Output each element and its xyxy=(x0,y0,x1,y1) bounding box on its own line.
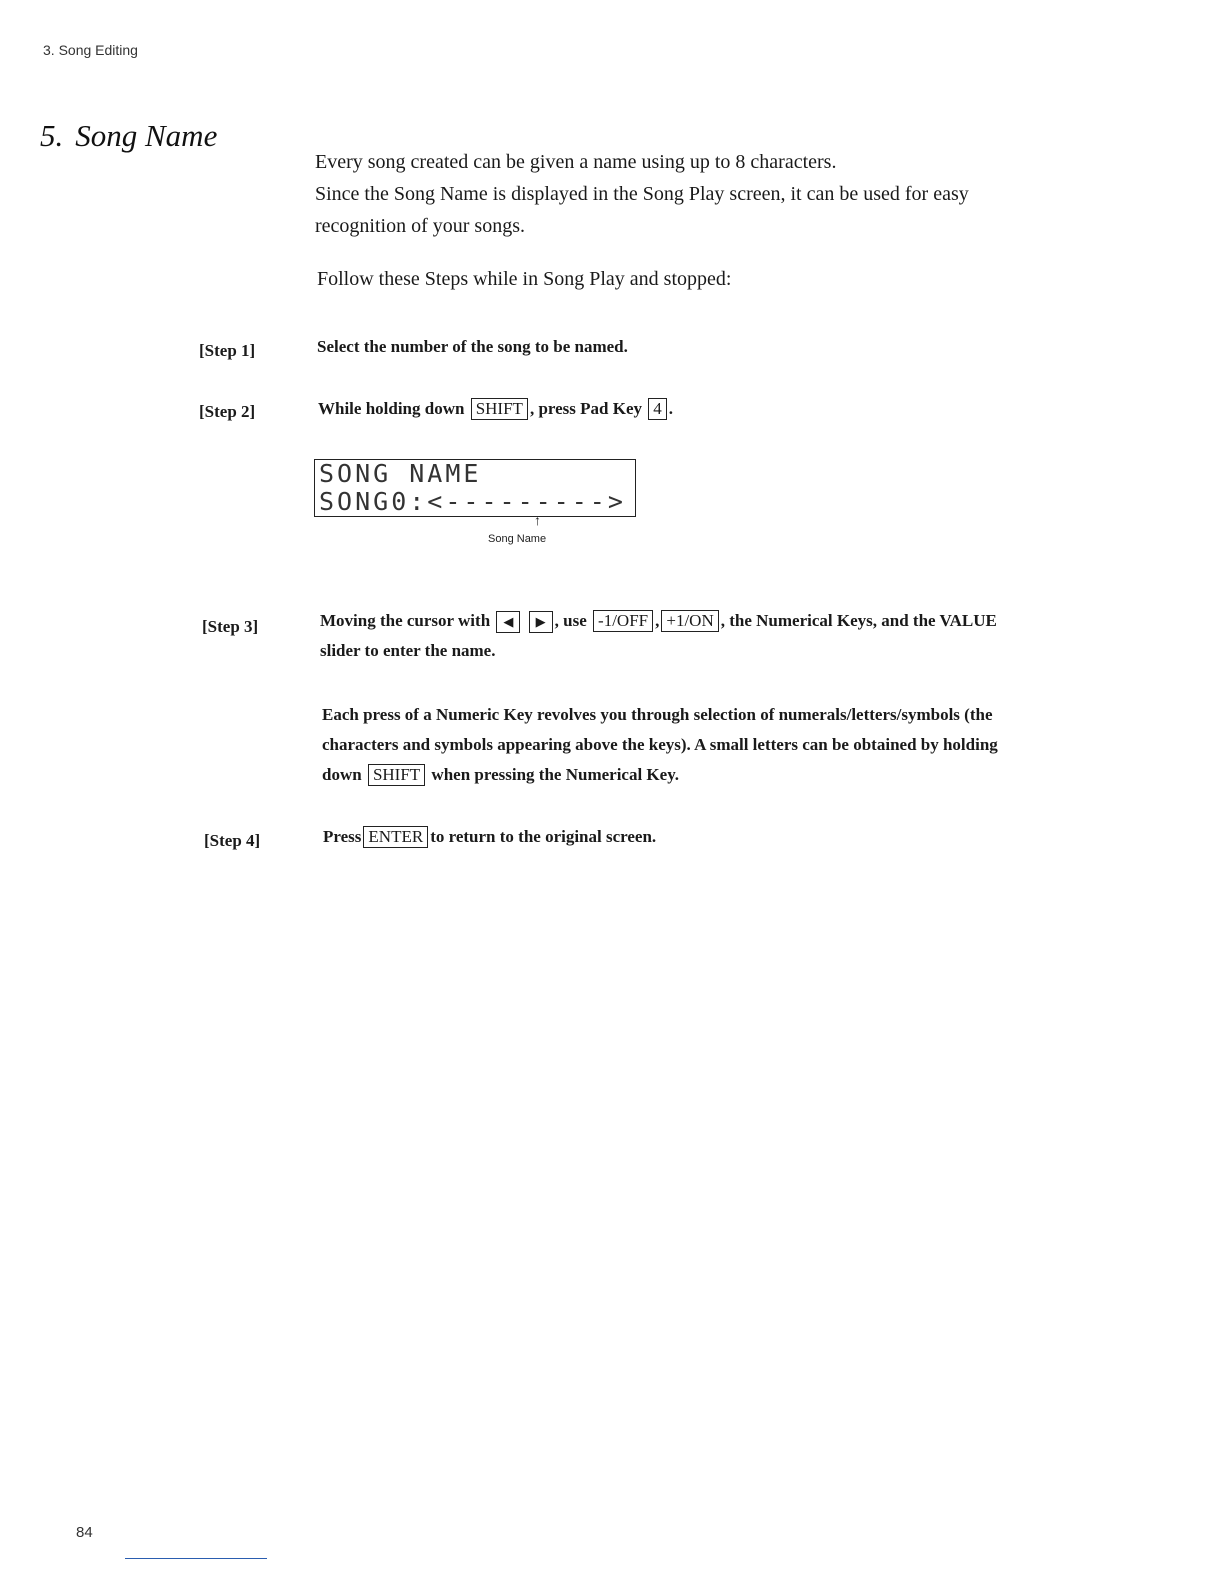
step-3-paragraph-2 xyxy=(322,700,1027,790)
step-3-para2-a: Each press of a Numeric Key revolves you through selection of numerals/letters/symbols (the characters and symbols appearing above the keys). A small letters can be obtained by holding down xyxy=(322,705,998,784)
shift-key: SHIFT xyxy=(471,398,528,420)
section-title xyxy=(40,118,217,154)
section-title-text: Song Name xyxy=(75,118,218,153)
intro-line-1: Every song created can be given a name using up to 8 characters. xyxy=(315,151,837,173)
lcd-display xyxy=(314,459,636,517)
step-3-text-a: Moving the cursor with xyxy=(320,611,491,630)
step-3-label: [Step 3] xyxy=(202,617,259,636)
step-3-para2-b: when pressing the Numerical Key. xyxy=(431,765,680,784)
step-4-text xyxy=(323,822,1033,852)
pad-key-4: 4 xyxy=(648,398,667,420)
intro-line-2: Since the Song Name is displayed in the Song Play screen, it can be used for easy recognition of your songs. xyxy=(315,183,969,237)
step-1-instruction: Select the number of the song to be named. xyxy=(317,337,628,356)
step-1-label: [Step 1] xyxy=(199,341,256,360)
running-head: 3. Song Editing xyxy=(43,42,138,58)
lcd-line-2: SONG0:<---------> xyxy=(319,487,626,516)
step-2-label: [Step 2] xyxy=(199,402,256,421)
follow-instruction: Follow these Steps while in Song Play and stopped: xyxy=(317,268,732,290)
key-separator: , xyxy=(655,611,660,630)
step-2-text xyxy=(318,394,1028,424)
cursor-right-key-icon: ▶ xyxy=(529,611,553,633)
step-2-text-c: . xyxy=(668,399,674,418)
step-1-text xyxy=(317,332,1027,362)
enter-key: ENTER xyxy=(363,826,428,848)
lcd-line-1: SONG NAME xyxy=(319,459,482,488)
step-4-label: [Step 4] xyxy=(204,831,261,850)
plus-on-key: +1/ON xyxy=(661,610,718,632)
minus-off-key: -1/OFF xyxy=(593,610,653,632)
up-arrow-icon: ↑ xyxy=(534,514,541,529)
shift-key: SHIFT xyxy=(368,764,425,786)
step-2-text-a: While holding down xyxy=(318,399,465,418)
step-3-text xyxy=(320,606,1030,666)
step-3-text-b: , use xyxy=(554,611,587,630)
step-2-text-b: , press Pad Key xyxy=(529,399,643,418)
page-number: 84 xyxy=(76,1524,93,1541)
step-4-text-b: to return to the original screen. xyxy=(430,827,657,846)
footer-rule xyxy=(125,1558,267,1559)
section-number: 5. xyxy=(40,118,64,153)
intro-text xyxy=(315,146,1035,242)
step-4-text-a: Press xyxy=(323,827,362,846)
cursor-left-key-icon: ◀ xyxy=(496,611,520,633)
lcd-caption: Song Name xyxy=(488,533,547,545)
step-3-text-c: , the Numerical Keys, and the VALUE slider to enter the name. xyxy=(320,611,997,660)
